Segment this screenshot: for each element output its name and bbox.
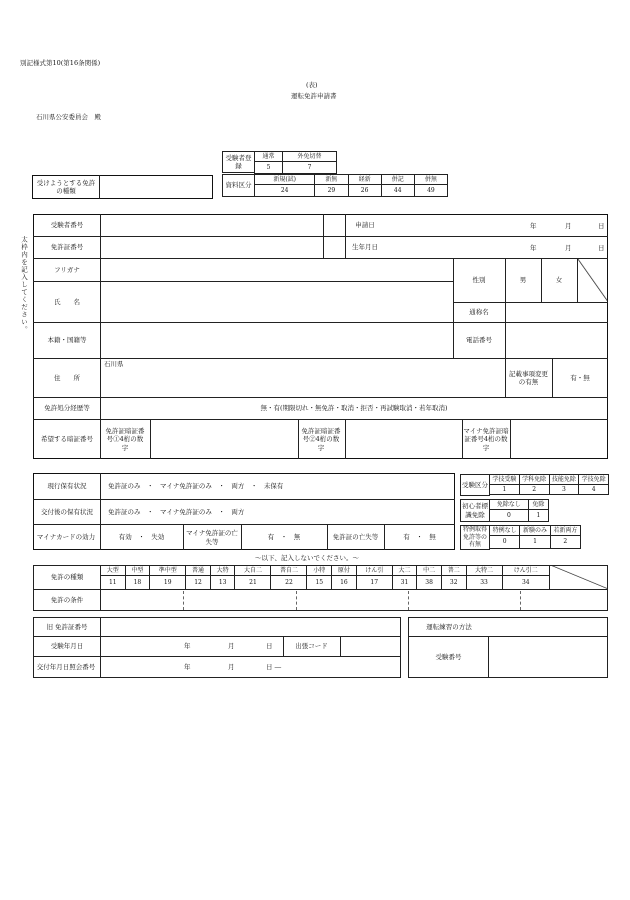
domicile-label: 本籍・国籍等 xyxy=(47,336,87,345)
exam-year: 年 xyxy=(184,642,191,650)
special-label: 特例取得免許等の有無 xyxy=(460,525,490,550)
beginner-table xyxy=(489,499,549,522)
issue-date-label: 交付年月日照会番号 xyxy=(36,663,96,672)
mycard-value[interactable]: 有効 ・ 失効 xyxy=(118,533,165,542)
license-type-col: けん引 xyxy=(356,566,392,576)
issue-day: 日 ― xyxy=(266,663,282,671)
doc-class-val: 26 xyxy=(348,185,381,197)
license-type-col: 中型 xyxy=(125,566,150,576)
desired-license-input[interactable] xyxy=(101,177,211,197)
conditions-label: 免許の条件 xyxy=(50,596,84,605)
license-type-col: 原付 xyxy=(332,566,357,576)
exam-class-val: 4 xyxy=(579,485,609,495)
side-instruction: 太枠内を記入してください。 xyxy=(20,236,28,334)
exam-reg-col: 通常 xyxy=(255,152,283,162)
pin3-label: マイナ免許証暗証番号4桁の数字 xyxy=(463,427,509,452)
birth-day: 日 xyxy=(598,244,605,252)
exam-date-label: 受験年月日 xyxy=(50,642,84,651)
doc-class-val: 24 xyxy=(255,185,315,197)
alias-label: 通称名 xyxy=(469,308,489,317)
pin2-label: 免許証暗証番号②4桁の数字 xyxy=(301,427,341,452)
birth-month: 月 xyxy=(565,244,572,252)
special-val: 2 xyxy=(550,536,580,549)
apply-month: 月 xyxy=(565,222,572,230)
office-only-note: ～以下、記入しないでください。～ xyxy=(255,554,359,562)
desired-license-label: 受けようとする免許の種類 xyxy=(36,178,96,195)
exam-class-val: 1 xyxy=(490,485,520,495)
address-label: 住 所 xyxy=(54,373,80,382)
addressee: 石川県公安委員会 殿 xyxy=(36,113,101,121)
special-col: 特例なし xyxy=(490,526,520,536)
license-type-val: 17 xyxy=(356,576,392,590)
exam-class-col: 学技免除 xyxy=(579,475,609,485)
mycard-label: マイナカードの効力 xyxy=(36,533,96,542)
apply-year: 年 xyxy=(530,222,537,230)
exam-month: 月 xyxy=(228,642,235,650)
license-type-col: 中二 xyxy=(417,566,442,576)
exam-reg-val: 7 xyxy=(283,162,337,174)
license-type-val: 15 xyxy=(307,576,332,590)
pin1-input[interactable] xyxy=(152,421,296,458)
special-val: 1 xyxy=(520,536,550,549)
license-type-val: 31 xyxy=(392,576,417,590)
exam-reg-label: 受験者登録 xyxy=(222,151,255,173)
license-type-val: 34 xyxy=(502,576,549,590)
phone-label: 電話番号 xyxy=(466,336,492,345)
furigana-input[interactable] xyxy=(102,260,451,280)
change-value[interactable]: 有・無 xyxy=(570,373,590,382)
license-type-col: 普通 xyxy=(186,566,211,576)
lic-lost-value[interactable]: 有 ・ 無 xyxy=(403,533,436,542)
apply-day: 日 xyxy=(598,222,605,230)
license-type-val: 22 xyxy=(271,576,307,590)
license-types-table xyxy=(100,565,550,590)
license-type-val: 13 xyxy=(210,576,235,590)
old-license-no-label: 旧 免許証番号 xyxy=(46,622,88,631)
exam-day: 日 xyxy=(266,642,273,650)
beginner-col: 免除なし xyxy=(490,500,529,510)
license-type-val: 32 xyxy=(441,576,466,590)
doc-class-col: 経新 xyxy=(348,175,381,185)
license-type-col: 大特 xyxy=(210,566,235,576)
name-label: 氏 名 xyxy=(54,297,80,306)
current-status-options[interactable]: 免許証のみ ・ マイナ免許証のみ ・ 両方 ・ 未保有 xyxy=(108,482,284,491)
doc-class-val: 44 xyxy=(381,185,414,197)
phone-input[interactable] xyxy=(507,324,606,357)
dispatch-code-label: 出張コード xyxy=(295,642,328,651)
exam-no-label: 受験番号 xyxy=(435,653,462,662)
exam-class-table xyxy=(489,474,609,495)
special-col: 若新両方 xyxy=(550,526,580,536)
apply-date-label: 申請日 xyxy=(355,221,375,230)
license-type-val: 16 xyxy=(332,576,357,590)
pin-label: 希望する暗証番号 xyxy=(41,435,93,444)
doc-class-col: 新規(試) xyxy=(255,175,315,185)
exam-reg-val: 5 xyxy=(255,162,283,174)
license-type-col: 普自二 xyxy=(271,566,307,576)
name-input[interactable] xyxy=(102,283,451,321)
license-type-val: 12 xyxy=(186,576,211,590)
license-type-col: 大自二 xyxy=(235,566,271,576)
license-no-input[interactable] xyxy=(102,238,321,257)
license-type-col: 大二 xyxy=(392,566,417,576)
license-no-label: 免許証番号 xyxy=(50,243,84,252)
license-type-val: 11 xyxy=(101,576,126,590)
exam-reg-table xyxy=(254,151,337,174)
license-type-col: 大特二 xyxy=(466,566,502,576)
special-table xyxy=(489,525,581,549)
form-reference: 別記様式第10(第16条関係) xyxy=(20,59,101,67)
pin1-label: 免許証暗証番号①4桁の数字 xyxy=(105,427,145,452)
doc-class-col: 併無 xyxy=(414,175,447,185)
doc-class-val: 29 xyxy=(315,185,348,197)
beginner-val: 0 xyxy=(490,510,529,522)
doc-class-col: 新無 xyxy=(315,175,348,185)
doc-class-col: 併記 xyxy=(381,175,414,185)
exam-class-val: 2 xyxy=(519,485,549,495)
gender-label: 性別 xyxy=(472,276,486,285)
exam-class-col: 学科免除 xyxy=(519,475,549,485)
beginner-col: 免除 xyxy=(528,500,548,510)
license-types-label: 免許の種類 xyxy=(50,573,84,582)
page-title: 運転免許申請書 xyxy=(291,92,337,100)
alias-input[interactable] xyxy=(507,304,606,321)
change-label: 記載事項変更の有無 xyxy=(509,369,548,386)
license-type-col: けん引二 xyxy=(502,566,549,576)
doc-class-val: 49 xyxy=(414,185,447,197)
license-type-val: 21 xyxy=(235,576,271,590)
exam-class-label: 受験区分 xyxy=(460,474,490,496)
exam-class-val: 3 xyxy=(549,485,579,495)
history-value[interactable]: 無・有(期限切れ・無免許・取消・拒否・再試験取消・若年取消) xyxy=(260,404,448,413)
exam-reg-col: 外免切替 xyxy=(283,152,337,162)
practice-method-label: 運転練習の方法 xyxy=(426,622,472,631)
address-prefix: 石川県 xyxy=(104,360,124,368)
lic-lost-label: 免許証の亡失等 xyxy=(332,533,379,542)
license-type-val: 19 xyxy=(150,576,186,590)
myna-lost-label: マイナ免許証の亡失等 xyxy=(186,529,238,546)
doc-class-table xyxy=(254,174,448,197)
issue-month: 月 xyxy=(228,663,235,671)
exam-class-col: 学技受験 xyxy=(490,475,520,485)
license-type-val: 38 xyxy=(417,576,442,590)
license-type-val: 18 xyxy=(125,576,150,590)
birth-year: 年 xyxy=(530,244,537,252)
pin3-input[interactable] xyxy=(512,421,606,458)
address-input[interactable] xyxy=(102,370,503,396)
special-col: 新験のみ xyxy=(520,526,550,536)
furigana-label: フリガナ xyxy=(54,265,80,274)
license-type-val: 33 xyxy=(466,576,502,590)
beginner-val: 1 xyxy=(528,510,548,522)
examinee-no-label: 受験者番号 xyxy=(50,221,84,230)
gender-male[interactable]: 男 xyxy=(519,276,527,285)
current-status-label: 現行保有状況 xyxy=(47,482,87,491)
gender-female[interactable]: 女 xyxy=(555,276,563,285)
license-type-col: 小特 xyxy=(307,566,332,576)
myna-lost-value[interactable]: 有 ・ 無 xyxy=(267,533,301,542)
domicile-input[interactable] xyxy=(102,324,451,357)
special-val: 0 xyxy=(490,536,520,549)
examinee-no-input[interactable] xyxy=(102,216,321,235)
history-label: 免許処分経歴等 xyxy=(44,404,90,413)
license-type-col: 普二 xyxy=(441,566,466,576)
license-type-col: 準中型 xyxy=(150,566,186,576)
pin2-input[interactable] xyxy=(347,421,460,458)
license-type-col: 大型 xyxy=(101,566,126,576)
exam-class-col: 技能免除 xyxy=(549,475,579,485)
issue-year: 年 xyxy=(184,663,191,671)
after-status-label: 交付後の保有状況 xyxy=(41,507,93,516)
after-status-options[interactable]: 免許証のみ ・ マイナ免許証のみ ・ 両方 xyxy=(108,507,245,516)
beginner-label: 初心者標識免除 xyxy=(460,499,490,522)
doc-class-label: 資料区分 xyxy=(222,174,255,197)
birth-date-label: 生年月日 xyxy=(352,243,378,252)
form-side: (表) xyxy=(306,81,318,89)
